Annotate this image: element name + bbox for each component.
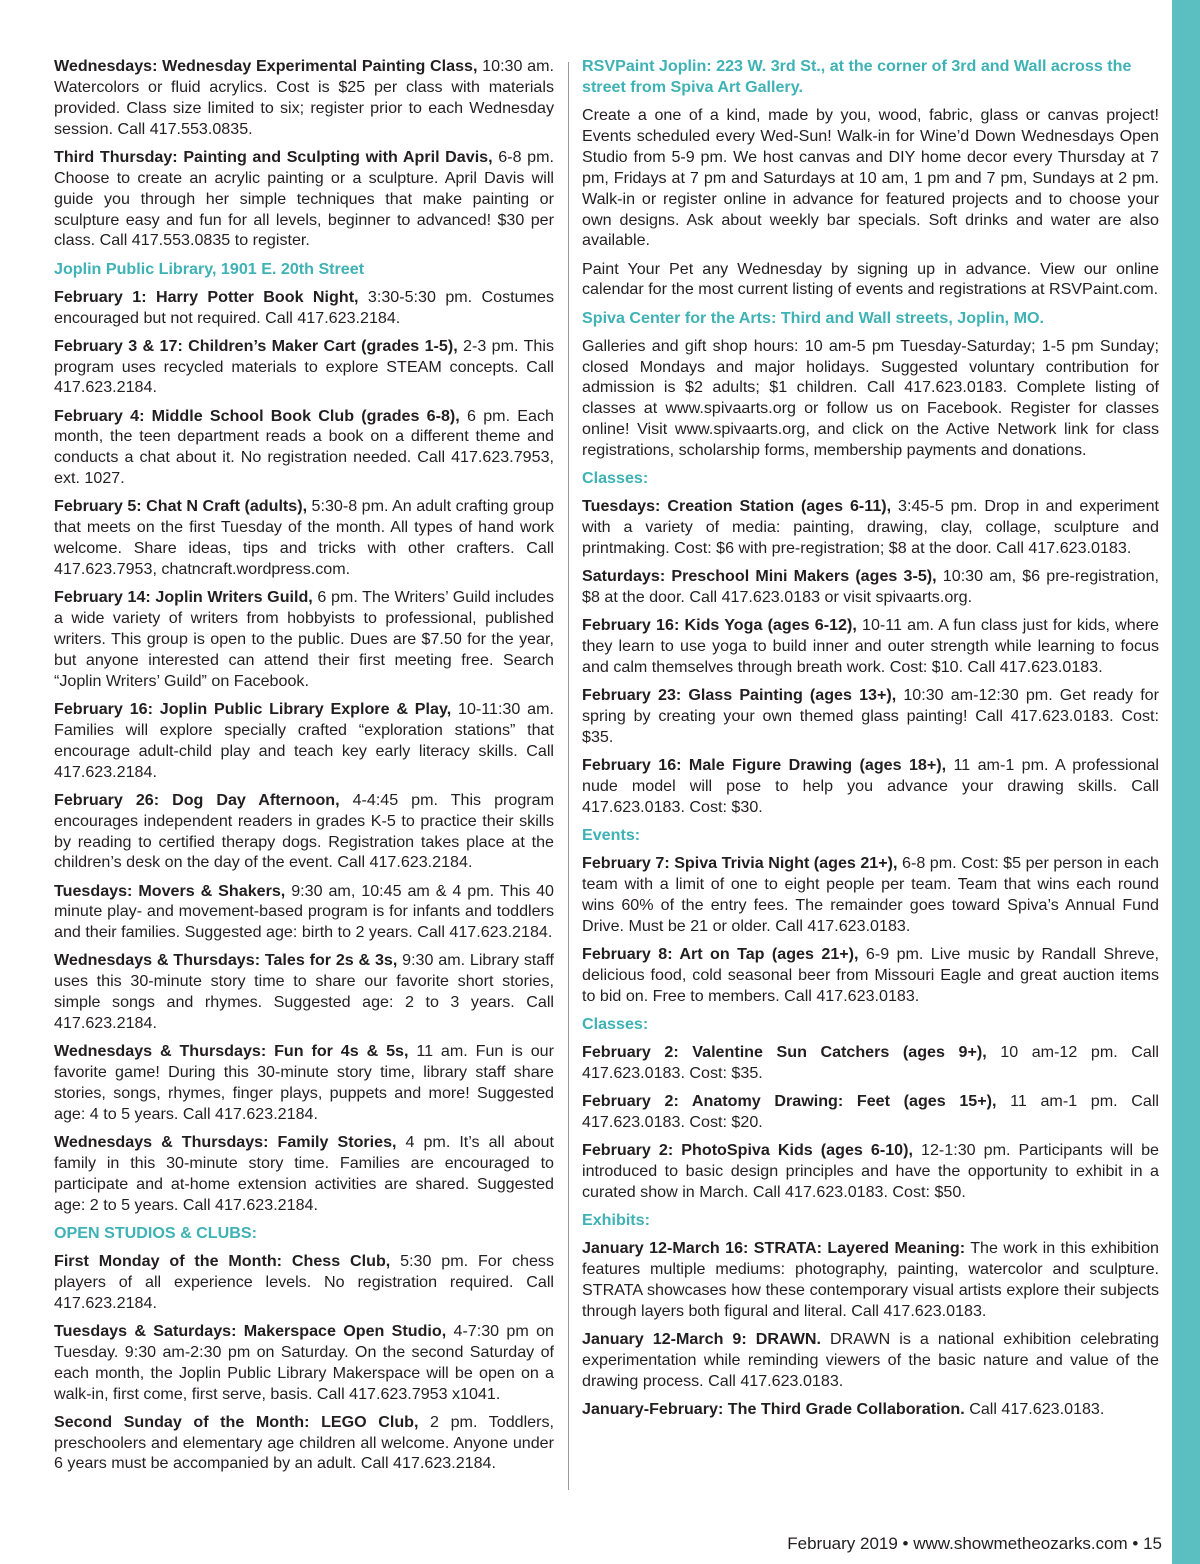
event-title: February 16: Male Figure Drawing (ages 18+), (582, 756, 947, 775)
event-description: 9:30 am. Library staff uses this 30-minute story time to share our favorite short stories, simple songs and rhymes. Suggested age: 2 to 3 years. Call 417.623.2184. (54, 951, 554, 1033)
event-description: 10:30 am, $6 pre-registration, $8 at the door. Call 417.623.0183 or visit spivaarts.org. (582, 567, 1160, 607)
side-color-bar (1172, 0, 1200, 1564)
event-entry (54, 496, 554, 580)
event-description: 12-1:30 pm. Participants will be introduced to basic design principles and have the opportunity to exhibit in a curated show in March. Call 417.623.0183. Cost: $50. (582, 1140, 1159, 1201)
section-heading: Classes: (582, 469, 649, 488)
section-heading: Spiva Center for the Arts: Third and Wall streets, Joplin, MO. (582, 308, 1045, 327)
event-description: Paint Your Pet any Wednesday by signing up in advance. View our online calendar for the most current listing of events and registrations at RSVPaint.com. (582, 259, 1159, 299)
event-title: Wednesdays & Thursdays: Tales for 2s & 3s, (54, 951, 398, 970)
event-title: February 2: PhotoSpiva Kids (ages 6-10), (582, 1140, 913, 1159)
event-entry (582, 1399, 1159, 1420)
event-description: 6 pm. The Writers’ Guild includes a wide variety of writers from hobbyists to professional, published writers. This group is open to the public. Dues are $7.50 for the year, but anyone interested can attend their first meeting free. Search “Joplin Writers’ Guild” on Facebook. (54, 588, 554, 690)
event-description: 11 am-1 pm. A professional nude model will pose to help you advance your drawing skills. Call 417.623.0183. Cost: $30. (582, 756, 1160, 816)
event-title: Tuesdays & Saturdays: Makerspace Open Studio, (54, 1321, 447, 1340)
event-description: DRAWN is a national exhibition celebrating experimentation while reminding viewers of the basic nature and value of the drawing process. Call 417.623.0183. (582, 1329, 1159, 1390)
event-entry (54, 950, 554, 1034)
event-title: Saturdays: Preschool Mini Makers (ages 3-5), (582, 567, 937, 586)
event-title: Wednesdays: Wednesday Experimental Painting Class, (54, 57, 478, 75)
event-description: 2-3 pm. This program uses recycled materials to explore STEAM concepts. Call 417.623.2184. (54, 336, 554, 397)
event-title: February 3 & 17: Children’s Maker Cart (grades 1-5), (54, 336, 458, 355)
event-description: 4-7:30 pm on Tuesday. 9:30 am-2:30 pm on Saturday. On the second Saturday of each month, the Joplin Public Library Makerspace will be open on a walk-in, first come, first serve, basis. Call 417.623.7953 x1041. (54, 1321, 554, 1403)
event-description: 10-11:30 am. Families will explore specially crafted “exploration stations” that encourage adult-child play and teach key early literacy skills. Call 417.623.2184. (54, 699, 554, 781)
event-title: Tuesdays: Creation Station (ages 6-11), (582, 497, 892, 516)
event-title: February 14: Joplin Writers Guild, (54, 588, 313, 607)
event-title: February 16: Kids Yoga (ages 6-12), (582, 616, 857, 635)
right-column (582, 56, 1159, 1427)
event-title: February 16: Joplin Public Library Explore & Play, (54, 699, 452, 718)
event-description: 10-11 am. A fun class just for kids, where they learn to use yoga to build inner and outer strength while learning to focus and calm themselves through breath work. Cost: $10. Call 417.623.0183. (582, 616, 1159, 677)
event-description: 3:30-5:30 pm. Costumes encouraged but not required. Call 417.623.2184. (54, 287, 554, 327)
event-description: 9:30 am, 10:45 am & 4 pm. This 40 minute play- and movement-based program is for infants and toddlers and their families. Suggested age: birth to 2 years. Call 417.623.2184. (54, 881, 554, 942)
event-title: First Monday of the Month: Chess Club, (54, 1251, 391, 1270)
event-title: Third Thursday: Painting and Sculpting with April Davis, (54, 147, 493, 166)
section-heading: Classes: (582, 1014, 649, 1033)
event-entry (582, 1091, 1159, 1133)
event-title: January-February: The Third Grade Collaboration. (582, 1399, 965, 1418)
event-entry (54, 1132, 554, 1216)
event-entry (54, 406, 554, 490)
event-description: 10 am-12 pm. Call 417.623.0183. Cost: $35. (582, 1042, 1159, 1082)
event-description: 4-4:45 pm. This program encourages independent readers in grades K-5 to practice their skills by reading to certified therapy dogs. Registration takes place at the children’s desk on the day of the event. Call 417.623.2184. (54, 790, 554, 872)
event-title: February 4: Middle School Book Club (grades 6-8), (54, 406, 460, 425)
event-description: 11 am-1 pm. Call 417.623.0183. Cost: $20. (582, 1091, 1160, 1131)
event-entry (582, 615, 1159, 678)
event-entry (54, 790, 554, 874)
event-title: February 5: Chat N Craft (adults), (54, 497, 308, 516)
event-entry (582, 1042, 1159, 1084)
event-entry (54, 1412, 554, 1475)
event-entry (54, 587, 554, 692)
event-entry (582, 755, 1159, 818)
section-heading: Events: (582, 825, 641, 844)
event-description: 10:30 am. Watercolors or fluid acrylics. Cost is $25 per class with materials provided. Class size limited to six; register prior to each Wednesday session. Call 417.553.0835. (54, 57, 554, 138)
section-heading: OPEN STUDIOS & CLUBS: (54, 1223, 257, 1242)
event-entry (582, 1238, 1159, 1322)
page-footer: February 2019 • www.showmetheozarks.com • 15 (787, 1534, 1162, 1553)
event-entry (582, 685, 1159, 748)
event-description: 6 pm. Each month, the teen department reads a book on a different theme and conducts a chat about it. No registration needed. Call 417.623.7953, ext. 1027. (54, 406, 554, 488)
event-description: Call 417.623.0183. (964, 1399, 1105, 1418)
event-entry (582, 1140, 1159, 1203)
event-entry (54, 1251, 554, 1314)
event-entry (54, 147, 554, 252)
event-description: 2 pm. Toddlers, preschoolers and elementary age children all welcome. Anyone under 6 years must be accompanied by an adult. Call 417.623.2184. (54, 1412, 554, 1473)
event-entry (582, 853, 1159, 937)
event-title: Wednesdays & Thursdays: Family Stories, (54, 1133, 397, 1152)
event-description: 11 am. Fun is our favorite game! During this 30-minute story time, library staff share stories, songs, rhymes, finger plays, puppets and more! Suggested age: 4 to 5 years. Call 417.623.2184. (54, 1042, 554, 1123)
event-description: 10:30 am-12:30 pm. Get ready for spring by creating your own themed glass painting! Call 417.623.0183. Cost: $35. (582, 686, 1159, 746)
event-description: Galleries and gift shop hours: 10 am-5 pm Tuesday-Saturday; 1-5 pm Sunday; closed Mondays and major holidays. Suggested voluntary contribution for admission is $2 adults; $1 children. Call 417.623.0183. Complete listing of classes at www.spivaarts.org or follow us on Facebook. Register for classes online! Visit www.spivaarts.org, and click on the Active Network link for class registrations, scholarship forms, membership payments and donations. (582, 336, 1159, 460)
event-title: February 23: Glass Painting (ages 13+), (582, 686, 897, 705)
event-description: 5:30 pm. For chess players of all experience levels. No registration required. Call 417.623.2184. (54, 1251, 554, 1312)
event-entry (582, 566, 1159, 608)
event-title: January 12-March 9: DRAWN. (582, 1329, 822, 1348)
event-entry (582, 1329, 1159, 1392)
left-column (54, 56, 554, 1482)
event-title: Tuesdays: Movers & Shakers, (54, 881, 286, 900)
event-title: February 2: Anatomy Drawing: Feet (ages 15+), (582, 1091, 997, 1110)
event-title: Wednesdays & Thursdays: Fun for 4s & 5s, (54, 1042, 409, 1061)
event-title: February 8: Art on Tap (ages 21+), (582, 944, 859, 963)
event-entry (582, 259, 1159, 301)
event-entry (54, 287, 554, 329)
event-entry (54, 336, 554, 399)
section-heading: RSVPaint Joplin: 223 W. 3rd St., at the corner of 3rd and Wall across the street from Spiva Art Gallery. (582, 57, 1132, 96)
event-description: 3:45-5 pm. Drop in and experiment with a variety of media: painting, drawing, clay, collage, sculpture and printmaking. Cost: $6 with pre-registration; $8 at the door. Call 417.623.0183. (582, 497, 1159, 558)
event-title: February 1: Harry Potter Book Night, (54, 287, 359, 306)
event-entry (54, 881, 554, 944)
event-entry (582, 105, 1159, 251)
event-entry (54, 1321, 554, 1405)
event-title: February 7: Spiva Trivia Night (ages 21+), (582, 854, 898, 873)
event-description: The work in this exhibition features multiple mediums: photography, painting, watercolor and sculpture. STRATA showcases how these contemporary visual artists explore their subjects through layers both figural and literal. Call 417.623.0183. (582, 1238, 1159, 1320)
event-description: 6-8 pm. Choose to create an acrylic painting or a sculpture. April Davis will guide you through her simple techniques that make painting or sculpture easy and fun for all levels, beginner to advanced! $30 per class. Call 417.553.0835 to register. (54, 147, 554, 250)
event-title: February 2: Valentine Sun Catchers (ages 9+), (582, 1042, 987, 1061)
event-entry (582, 336, 1159, 461)
event-description: Create a one of a kind, made by you, wood, fabric, glass or canvas project! Events scheduled every Wed-Sun! Walk-in for Wine’d Down Wednesdays Open Studio from 5-9 pm. We host canvas and DIY home decor every Thursday at 7 pm, Fridays at 7 pm and Saturdays at 10 am, 1 pm and 7 pm, Sundays at 2 pm. Walk-in or register online in advance for featured projects and to choose your own designs. Ask about weekly bar specials. Soft drinks and water are also available. (582, 106, 1159, 250)
column-divider (568, 62, 569, 1490)
event-entry (582, 944, 1159, 1007)
event-description: 6-9 pm. Live music by Randall Shreve, delicious food, cold seasonal beer from Missouri Eagle and great auction items to bid on. Free to members. Call 417.623.0183. (582, 944, 1159, 1005)
event-title: January 12-March 16: STRATA: Layered Meaning: (582, 1238, 966, 1257)
event-description: 5:30-8 pm. An adult crafting group that meets on the first Tuesday of the month. All types of hand work welcome. Share ideas, tips and tricks with other crafters. Call 417.623.7953, chatncraft.wordpress.com. (54, 497, 554, 579)
event-title: February 26: Dog Day Afternoon, (54, 790, 340, 809)
event-entry (582, 496, 1159, 559)
section-heading: Exhibits: (582, 1210, 650, 1229)
event-description: 4 pm. It’s all about family in this 30-minute story time. Families are encouraged to participate and at-home extension activities are shared. Suggested age: 2 to 5 years. Call 417.623.2184. (54, 1133, 554, 1214)
event-entry (54, 56, 554, 140)
event-description: 6-8 pm. Cost: $5 per person in each team with a limit of one to eight people per team. Team that wins each round wins 60% of the entry fees. The remainder goes toward Spiva’s Annual Fund Drive. Must be 21 or older. Call 417.623.0183. (582, 854, 1159, 935)
event-title: Second Sunday of the Month: LEGO Club, (54, 1412, 419, 1431)
section-heading: Joplin Public Library, 1901 E. 20th Street (54, 259, 365, 278)
event-entry (54, 699, 554, 783)
event-entry (54, 1041, 554, 1125)
